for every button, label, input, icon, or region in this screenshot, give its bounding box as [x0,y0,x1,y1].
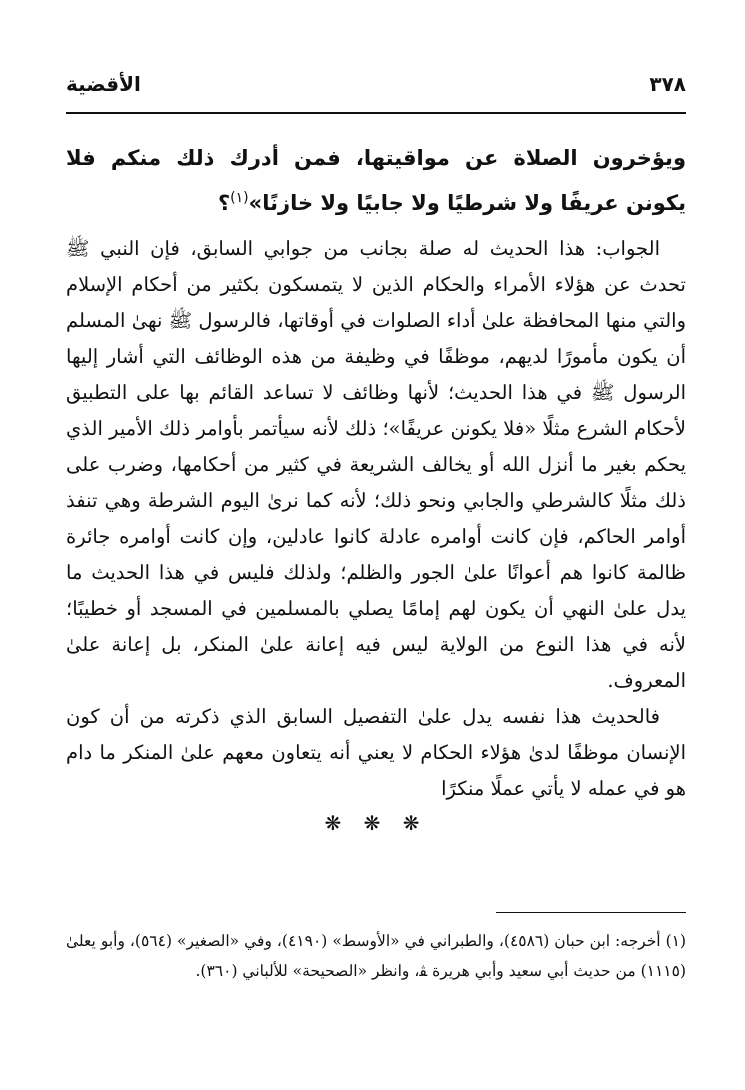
conclusion-paragraph: فالحديث هذا نفسه يدل علىٰ التفصيل السابق الذي ذكرته من أن كون الإنسان موظفًا لدىٰ هؤلاء الحكام لا يعني أنه يتعاون معهم علىٰ المنكر ما دام هو في عمله لا يأتي عملًا منكرًا [66,705,686,800]
book-page [66,60,686,1070]
page-number: ٣٧٨ [649,72,686,96]
main-text [66,138,686,835]
page-header [66,72,686,104]
running-title: الأقضية [66,72,141,96]
question-mark: ؟ [217,191,231,215]
hadith-quote [66,138,686,223]
header-divider [66,112,686,114]
answer-paragraph: الجواب: هذا الحديث له صلة بجانب من جوابي السابق، فإن النبي ﷺ تحدث عن هؤلاء الأمراء والحكام الذين لا يتمسكون بكثير من أحكام الإسلام والتي منها المحافظة علىٰ أداء الصلوات في أوقاتها، فالرسول ﷺ نهىٰ المسلم أن يكون مأمورًا لديهم، موظفًا في وظيفة من هذه الوظائف التي أشار إليها الرسول ﷺ في هذا الحديث؛ لأنها وظائف لا تساعد القائم بها على التطبيق لأحكام الشرع مثلًا «فلا يكونن عريفًا»؛ ذلك لأنه سيأتمر بأوامر ذلك الأمير الذي يحكم بغير ما أنزل الله أو يخالف الشريعة في كثير من أحكامها، وضرب على ذلك مثلًا كالشرطي والجابي ونحو ذلك؛ لأنه كما نرىٰ اليوم الشرطة وهي تنفذ أوامر الحاكم، فإن كانت أوامره عادلة كانوا عادلين، وإن كانت أوامره جائرة ظالمة كانوا هم أعوانًا علىٰ الجور والظلم؛ ولذلك فليس في هذا الحديث ما يدل علىٰ النهي أن يكون لهم إمامًا يصلي بالمسلمين في المسجد أو خطيبًا؛ لأنه في هذا النوع من الولاية ليس فيه إعانة علىٰ المنكر، بل إعانة علىٰ المعروف. [66,237,686,692]
footnote-1: (١) أخرجه: ابن حبان (٤٥٨٦)، والطبراني في «الأوسط» (٤١٩٠)، وفي «الصغير» (٥٦٤)، وأبو يعلىٰ (١١١٥) من حديث أبي سعيد وأبي هريرة ﭭ، وانظر «الصحيحة» للألباني (٣٦٠). [66,932,687,980]
footnote-marker: (١) [230,190,249,206]
hadith-text: ويؤخرون الصلاة عن مواقيتها، فمن أدرك ذلك منكم فلا يكونن عريفًا ولا شرطيًا ولا جابيًا ولا خازنًا» [66,146,686,215]
footnote-divider [496,912,686,913]
section-separator: ❋ ❋ ❋ [324,811,428,835]
